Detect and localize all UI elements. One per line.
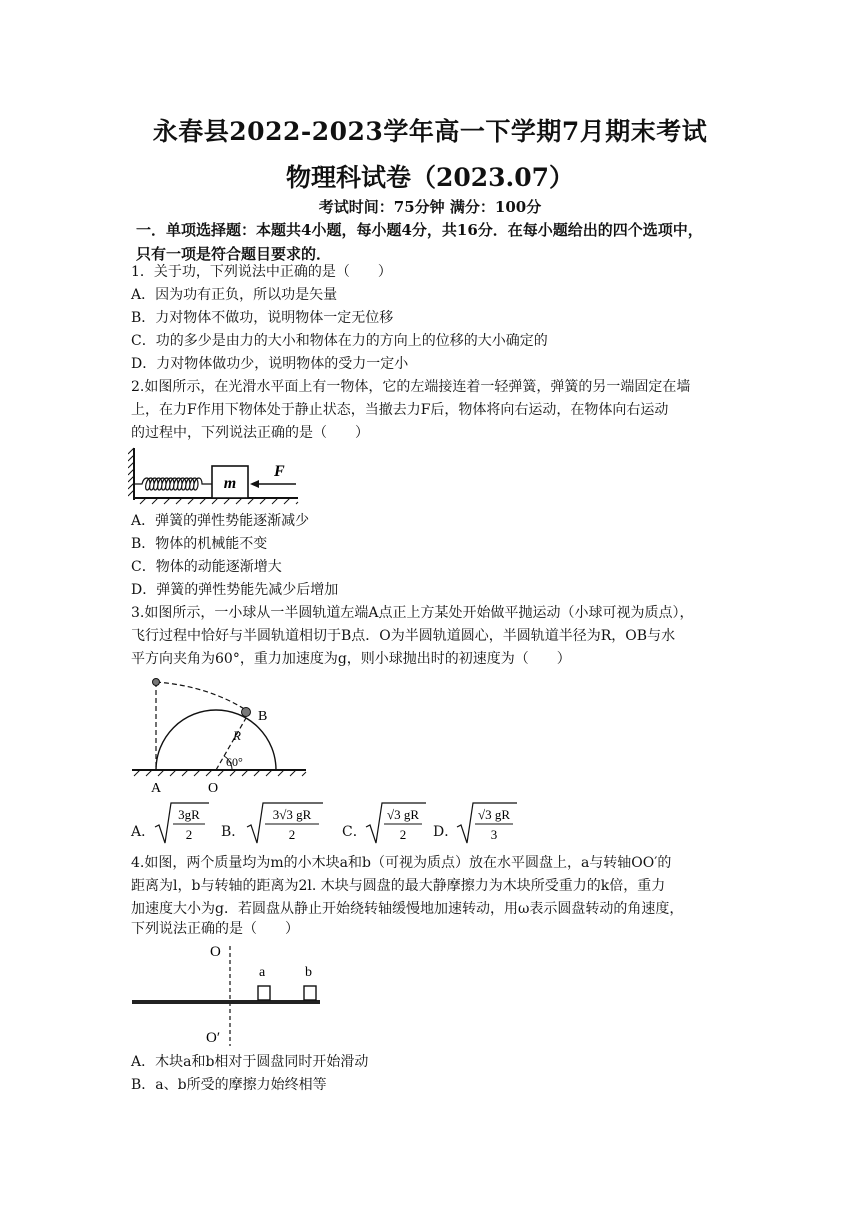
q4-disk-figure <box>130 940 326 1048</box>
svg-text:√3 gR: √3 gR <box>477 807 511 822</box>
svg-text:3√3 gR: 3√3 gR <box>272 807 312 822</box>
block-m-label: m <box>223 475 237 492</box>
point-o-label: O <box>208 781 219 796</box>
q2-option-b: B．物体的机械能不变 <box>131 536 268 552</box>
q2-option-d: D．弹簧的弹性势能先减少后增加 <box>131 582 339 598</box>
exam-subtitle: 物理科试卷（2023.07） <box>285 163 575 192</box>
radius-r-label: R <box>233 728 241 743</box>
section-heading <box>136 218 736 266</box>
svg-text:√3 gR: √3 gR <box>386 807 420 822</box>
svg-text:2: 2 <box>185 827 193 842</box>
q4-option-a: A．木块a和b相对于圆盘同时开始滑动 <box>131 1054 369 1070</box>
block-b-label: b <box>305 965 312 980</box>
q4-option-b: B．a、b所受的摩擦力始终相等 <box>131 1077 327 1093</box>
svg-text:3gR: 3gR <box>178 807 200 822</box>
force-f-label: F <box>274 463 285 480</box>
angle-label: 60° <box>226 755 243 769</box>
spring-icon <box>134 478 212 490</box>
exam-page: 永春县2022-2023学年高一下学期7月期末考试 物理科试卷（2023.07） 考试时间：75分钟 满分：100分 一．单项选择题：本题共4小题，每小题4分，共16分．在每小题给出的四个选项中， 只有一项是符合题目要求的． 1．关于功，下列说法中正确的是（ ） A．因为功有正负，所以功是矢量 B．力对物体不做功，说明物体一定无位移 C．功的多少是由力的大小和物体在力的方向上的位移的大小确定的 D．力对物体做功少，说明物体的受力一定小 2.如图所示，在光滑水平面上有一物体，它的左端接连着一轻弹簧，弹簧的另一端固定在墙 上，在力F作用下物体处于静止状态，当撤去力F后，物体将向右运动，在物体向右运动 的过程中，下列说法正确的是（ ） m F A．弹簧的弹性势能逐渐减少 B．物体的机械能不变 C．物体的动能逐渐增大 D．弹簧的弹性势能先减少后增加 3.如图所示，一小球从一半圆轨道左端A点正上方某处开始做平抛运动（小球可视为质点）， 飞行过程中恰好与半圆轨道相切于B点．O为半圆轨道圆心，半圆轨道半径为R，OB与水 平方向夹角为60°，重力加速度为g，则小球抛出时的初速度为（ ） 60° R B A O A． 3gR 2 B． 3√3 gR 2 C． √3 gR 2 D． √3 gR 3 4.如图，两个质量均为m的小木块a和b（可视为质点）放在水平圆盘上，a与转轴OO′的 距离为l，b与转轴的距离为2l. 木块与圆盘的最大静摩擦力为木块所受重力的k倍，重力 加速度大小为g．若圆盘从静止开始绕转轴缓慢地加速转动，用ω表示圆盘转动的角速度， 下列说法正确的是（ ） O O′ a b A．木块a和b相对于圆盘同时开始滑动 B．a、b所受的摩擦力始终相等 <box>0 0 860 1216</box>
svg-text:2: 2 <box>288 827 296 842</box>
svg-text:3: 3 <box>490 827 498 842</box>
q3-stem-line-1: 3.如图所示，一小球从一半圆轨道左端A点正上方某处开始做平抛运动（小球可视为质点）， <box>131 605 694 621</box>
q1-option-a: A．因为功有正负，所以功是矢量 <box>131 287 338 303</box>
q3-stem-line-2: 飞行过程中恰好与半圆轨道相切于B点．O为半圆轨道圆心，半圆轨道半径为R，OB与水 <box>131 628 676 644</box>
axis-bottom-label: O′ <box>206 1030 221 1046</box>
q2-stem-line-1: 2.如图所示，在光滑水平面上有一物体，它的左端接连着一轻弹簧，弹簧的另一端固定在墙 <box>131 379 691 395</box>
q1-option-d: D．力对物体做功少，说明物体的受力一定小 <box>131 356 409 372</box>
q1-stem: 1．关于功，下列说法中正确的是（ ） <box>131 264 392 280</box>
q4-stem-line-2: 距离为l，b与转轴的距离为2l. 木块与圆盘的最大静摩擦力为木块所受重力的k倍，重力 <box>131 878 666 894</box>
q4-stem-line-1: 4.如图，两个质量均为m的小木块a和b（可视为质点）放在水平圆盘上，a与转轴OO′的 <box>131 855 672 871</box>
point-a-label: A <box>151 781 162 796</box>
q2-option-a: A．弹簧的弹性势能逐渐减少 <box>131 513 310 529</box>
q2-option-c: C．物体的动能逐渐增大 <box>131 559 282 575</box>
section-heading-line-2: 只有一项是符合题目要求的． <box>136 245 332 263</box>
q1-option-c: C．功的多少是由力的大小和物体在力的方向上的位移的大小确定的 <box>131 333 548 349</box>
q4-stem-line-4: 下列说法正确的是（ ） <box>131 921 299 937</box>
q1-option-b: B．力对物体不做功，说明物体一定无位移 <box>131 310 394 326</box>
svg-text:2: 2 <box>399 827 407 842</box>
q2-stem-line-2: 上，在力F作用下物体处于静止状态，当撤去力F后，物体将向右运动，在物体向右运动 <box>131 402 669 418</box>
q2-spring-figure <box>128 444 308 508</box>
exam-title: 永春县2022-2023学年高一下学期7月期末考试 <box>152 117 708 146</box>
q3-semicircle-figure <box>128 672 318 796</box>
q3-stem-line-3: 平方向夹角为60°，重力加速度为g，则小球抛出时的初速度为（ ） <box>131 651 571 667</box>
point-b-label: B <box>258 709 268 724</box>
exam-info: 考试时间：75分钟 满分：100分 <box>318 198 542 216</box>
axis-top-label: O <box>210 944 221 960</box>
block-a-label: a <box>259 965 266 980</box>
q4-stem-line-3: 加速度大小为g．若圆盘从静止开始绕转轴缓慢地加速转动，用ω表示圆盘转动的角速度， <box>131 901 684 917</box>
section-heading-line-1: 一．单项选择题：本题共4小题，每小题4分，共16分．在每小题给出的四个选项中， <box>136 221 703 239</box>
q2-stem-line-3: 的过程中，下列说法正确的是（ ） <box>131 425 369 441</box>
